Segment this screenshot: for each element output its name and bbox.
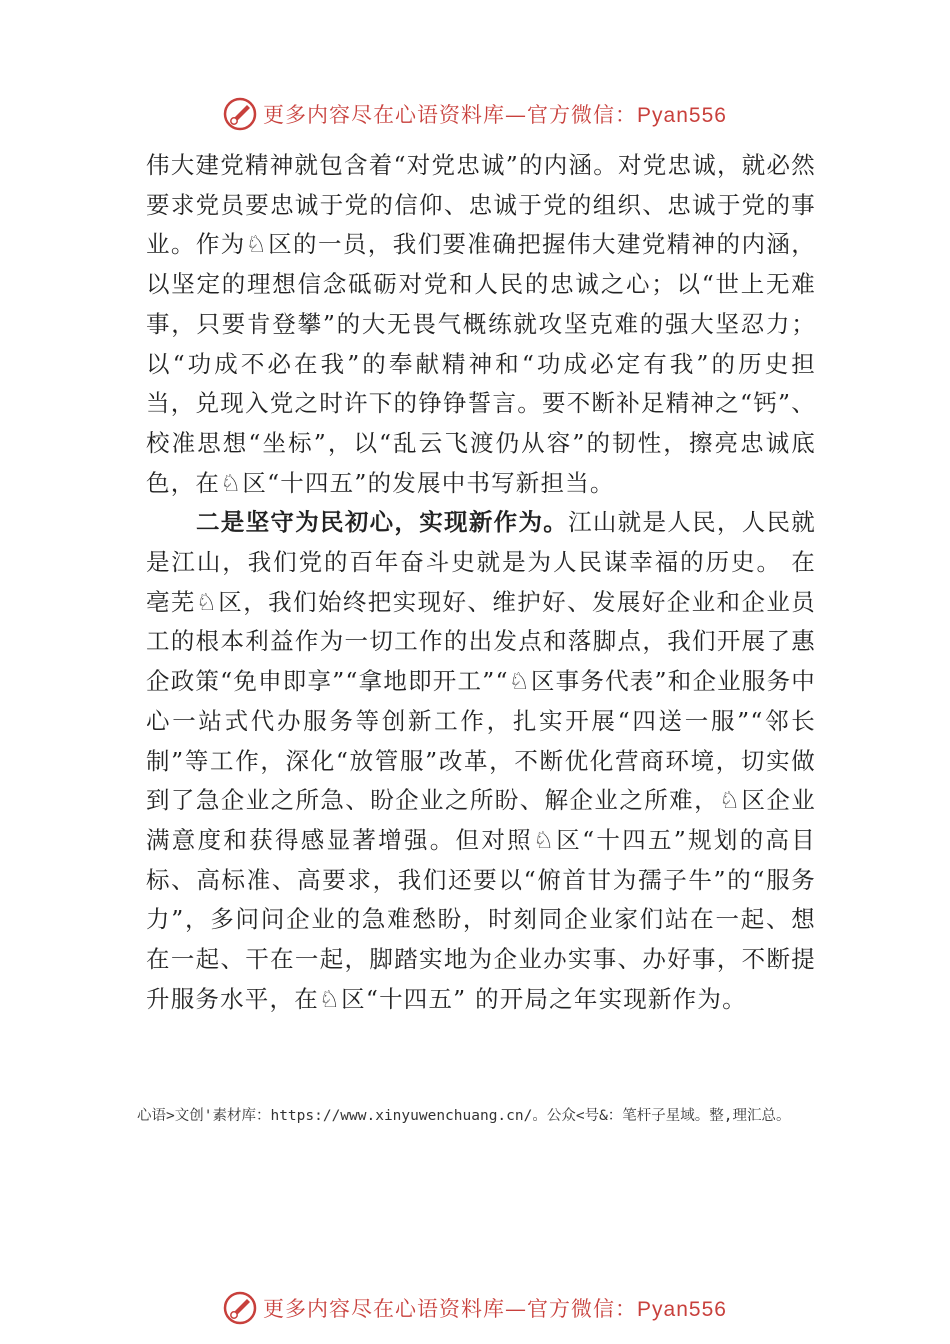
document-body <box>146 146 816 1019</box>
paragraph-serve-people <box>146 503 816 1019</box>
red-seal-logo-icon <box>223 97 257 131</box>
banner-text: 更多内容尽在心语资料库—官方微信：Pyan556 <box>263 103 727 127</box>
paragraph-lead: 二是坚守为民初心，实现新作为。 <box>196 508 569 537</box>
source-note: 心语>文创'素材库：https://www.xinyuwenchuang.cn/。公众<号&：笔杆子星域。整,理汇总。 <box>137 1108 791 1124</box>
red-seal-logo-icon <box>223 1291 257 1325</box>
banner-text: 更多内容尽在心语资料库—官方微信：Pyan556 <box>263 1297 727 1321</box>
paragraph-loyalty: 伟大建党精神就包含着“对党忠诚”的内涵。对党忠诚，就必然要求党员要忠诚于党的信仰、忠诚于党的组织、忠诚于党的事业。作为♘区的一员，我们要准确把握伟大建党精神的内涵，以坚定的理想信念砥砺对党和人民的忠诚之心；以“世上无难事，只要肯登攀”的大无畏气概练就攻坚克难的强大坚忍力；以“功成不必在我”的奉献精神和“功成必定有我”的历史担当，兑现入党之时许下的铮铮誓言。要不断补足精神之“钙”、校准思想“坐标”，以“乱云飞渡仍从容”的韧性，擦亮忠诚底色，在♘区“十四五”的发展中书写新担当。 <box>146 151 816 497</box>
paragraph-body: 江山就是人民，人民就是江山，我们党的百年奋斗史就是为人民谋幸福的历史。 在亳芜♘区，我们始终把实现好、维护好、发展好企业和企业员工的根本利益作为一切工作的出发点和落脚点，我们开展了惠企政策“免申即享”“拿地即开工”“♘区事务代表”和企业服务中心一站式代办服务等创新工作，扎实开展“四送一服”“邻长制”等工作，深化“放管服”改革，不断优化营商环境，切实做到了急企业之所急、盼企业之所盼、解企业之所难，♘区企业满意度和获得感显著增强。但对照♘区“十四五”规划的高目标、高标准、高要求，我们还要以“俯首甘为孺子牛”的“服务力”，多问问企业的急难愁盼，时刻同企业家们站在一起、想在一起、干在一起，脚踏实地为企业办实事、办好事，不断提升服务水平，在♘区“十四五” 的开局之年实现新作为。 <box>146 508 816 1013</box>
header-banner <box>0 94 950 134</box>
footer-banner <box>0 1288 950 1328</box>
